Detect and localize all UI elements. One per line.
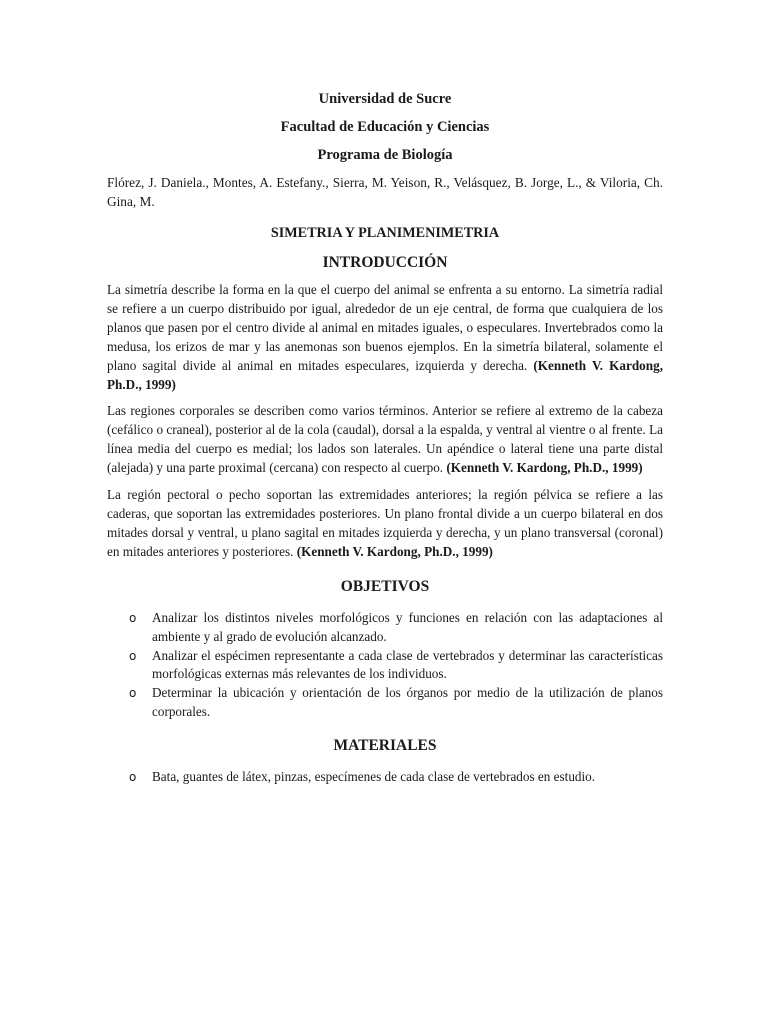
intro-paragraph — [107, 402, 663, 478]
list-item-text: Determinar la ubicación y orientación de los órganos por medio de la utilización de planos corporales. — [152, 685, 663, 720]
citation: (Kenneth V. Kardong, Ph.D., 1999) — [446, 460, 643, 476]
list-item-text: Analizar el espécimen representante a cada clase de vertebrados y determinar las características morfológicas externas más relevantes de los individuos. — [152, 647, 663, 682]
list-item — [107, 647, 663, 685]
objectives-heading: OBJETIVOS — [340, 577, 430, 595]
document-body — [107, 90, 663, 787]
introduction-heading: INTRODUCCIÓN — [322, 254, 448, 271]
authors-line: Flórez, J. Daniela., Montes, A. Estefany., Sierra, M. Yeison, R., Velásquez, B. Jorge, L., & Viloria, Ch. Gina, M. — [107, 175, 663, 209]
paragraph-text: Las regiones corporales se describen como varios términos. Anterior se refiere al extremo de la cabeza (cefálico o craneal), posterior al de la cola (caudal), dorsal a la espalda, y ventral al vientre o al frente. La línea media del cuerpo es medial; los lados son laterales. Un apéndice o lateral tiene una parte distal (alejada) y una parte proximal (cercana) con respecto al cuerpo. — [107, 403, 663, 476]
materials-list — [107, 768, 663, 787]
program-name: Programa de Biología — [317, 147, 453, 163]
hollow-bullet-icon: o — [129, 686, 137, 701]
paragraph-text: La región pectoral o pecho soportan las extremidades anteriores; la región pélvica se refiere a las caderas, que soportan las extremidades posteriores. Un plano frontal divide a un cuerpo bilateral en dos mitades dorsal y ventral, u plano sagital en mitades izquierda y derecha, y un plano transversal (coronal) en mitades anteriores y posteriores. — [107, 487, 663, 559]
citation: (Kenneth V. Kardong, Ph.D., 1999) — [107, 357, 663, 392]
paragraph-text: La simetría describe la forma en la que el cuerpo del animal se enfrenta a su entorno. La simetría radial se refiere a un cuerpo distribuido por igual, alrededor de un eje central, de forma que cualquiera de los planos que pasen por el centro divide al animal en mitades iguales, o especulares. Invertebrados como la medusa, los erizos de mar y las anemonas son buenos ejemplos. En la simetría bilateral, solamente el plano sagital divide al animal en mitades especulares, izquierda y derecha. — [107, 282, 663, 373]
citation: (Kenneth V. Kardong, Ph.D., 1999) — [296, 543, 493, 559]
materials-heading: MATERIALES — [333, 737, 437, 755]
faculty-name: Facultad de Educación y Ciencias — [280, 119, 490, 135]
list-item — [107, 684, 663, 722]
list-item-text: Analizar los distintos niveles morfológicos y funciones en relación con las adaptaciones al ambiente y al grado de evolución alcanzado. — [152, 609, 663, 644]
hollow-bullet-icon: o — [129, 648, 137, 663]
hollow-bullet-icon: o — [129, 770, 137, 785]
list-item — [107, 609, 663, 647]
hollow-bullet-icon: o — [129, 610, 137, 625]
list-item — [107, 768, 663, 787]
objectives-list — [107, 609, 663, 722]
document-title: SIMETRIA Y PLANIMENIMETRIA — [270, 225, 500, 241]
intro-paragraph — [107, 486, 663, 562]
intro-paragraph — [107, 281, 663, 394]
university-name: Universidad de Sucre — [318, 91, 452, 107]
list-item-text: Bata, guantes de látex, pinzas, especímenes de cada clase de vertebrados en estudio. — [152, 769, 596, 785]
